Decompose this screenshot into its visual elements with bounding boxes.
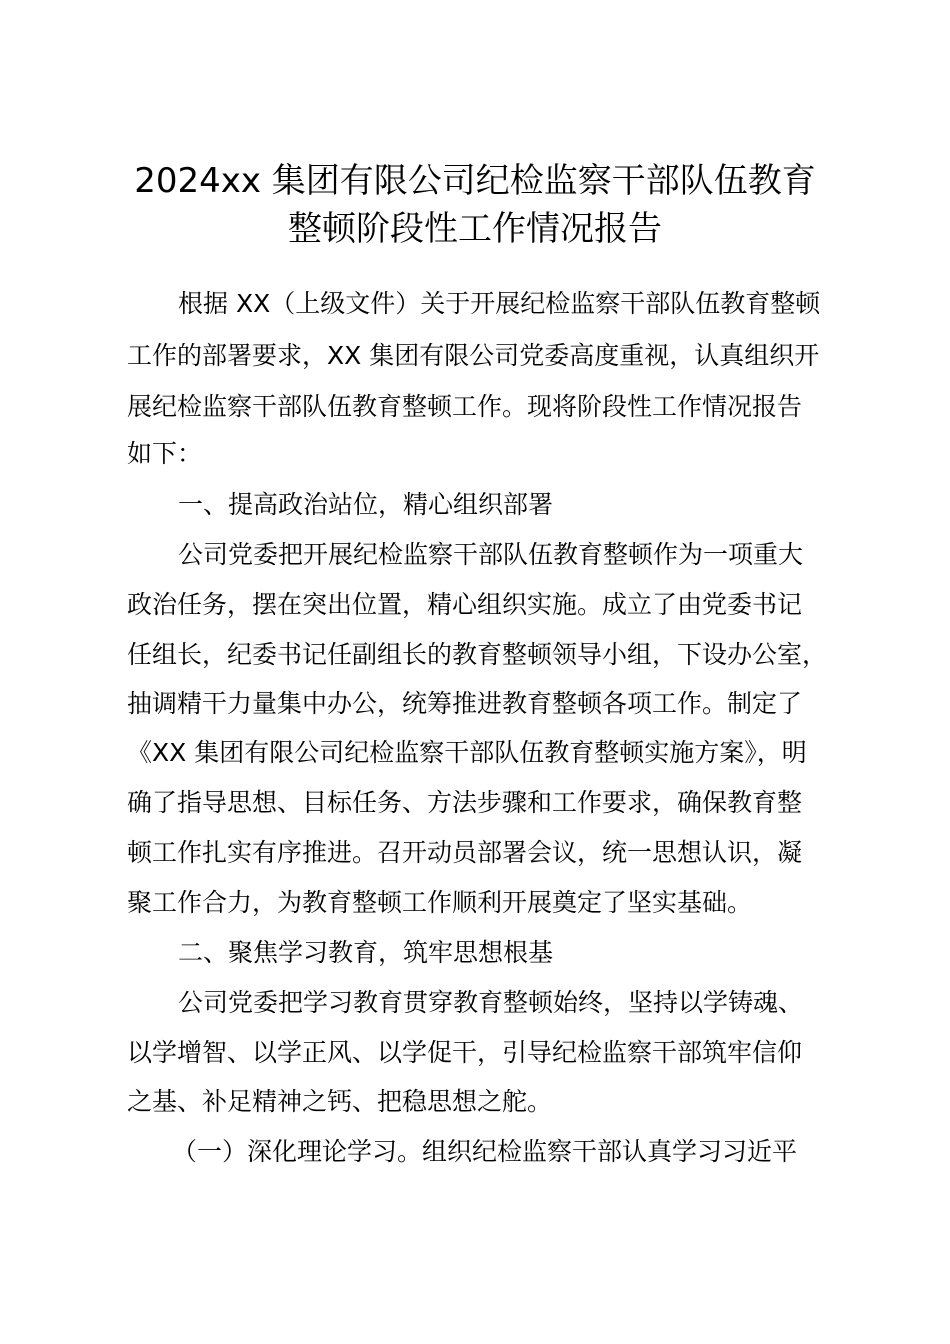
section-heading: 二、聚焦学习教育，筑牢思想根基 <box>178 938 554 967</box>
body-line: 顿工作扎实有序推进。召开动员部署会议，统一思想认识，凝 <box>127 838 803 867</box>
body-line: 工作的部署要求，XX 集团有限公司党委高度重视，认真组织开 <box>127 341 820 370</box>
document-title-line-1: 2024xx 集团有限公司纪检监察干部队伍教育 <box>134 161 816 201</box>
body-line: 任组长，纪委书记任副组长的教育整顿领导小组，下设办公室， <box>127 640 828 669</box>
body-line: 确了指导思想、目标任务、方法步骤和工作要求，确保教育整 <box>127 788 803 817</box>
document-title-line-2: 整顿阶段性工作情况报告 <box>288 209 662 249</box>
body-line: 公司党委把学习教育贯穿教育整顿始终，坚持以学铸魂、 <box>178 988 804 1017</box>
body-line: 根据 XX（上级文件）关于开展纪检监察干部队伍教育整顿 <box>178 289 821 318</box>
body-line: 聚工作合力，为教育整顿工作顺利开展奠定了坚实基础。 <box>127 888 753 917</box>
section-heading: 一、提高政治站位，精心组织部署 <box>178 490 554 519</box>
body-line: 如下： <box>127 439 203 468</box>
body-line: 《XX 集团有限公司纪检监察干部队伍教育整顿实施方案》，明 <box>127 738 807 767</box>
body-line: 政治任务，摆在突出位置，精心组织实施。成立了由党委书记 <box>127 590 803 619</box>
body-line: 以学增智、以学正风、以学促干，引导纪检监察干部筑牢信仰 <box>127 1038 803 1067</box>
body-line: 抽调精干力量集中办公，统筹推进教育整顿各项工作。制定了 <box>127 689 803 718</box>
body-line: 之基、补足精神之钙、把稳思想之舵。 <box>127 1087 553 1116</box>
body-line: （一）深化理论学习。组织纪检监察干部认真学习习近平 <box>172 1137 798 1166</box>
body-line: 展纪检监察干部队伍教育整顿工作。现将阶段性工作情况报告 <box>127 392 803 421</box>
body-line: 公司党委把开展纪检监察干部队伍教育整顿作为一项重大 <box>178 540 804 569</box>
